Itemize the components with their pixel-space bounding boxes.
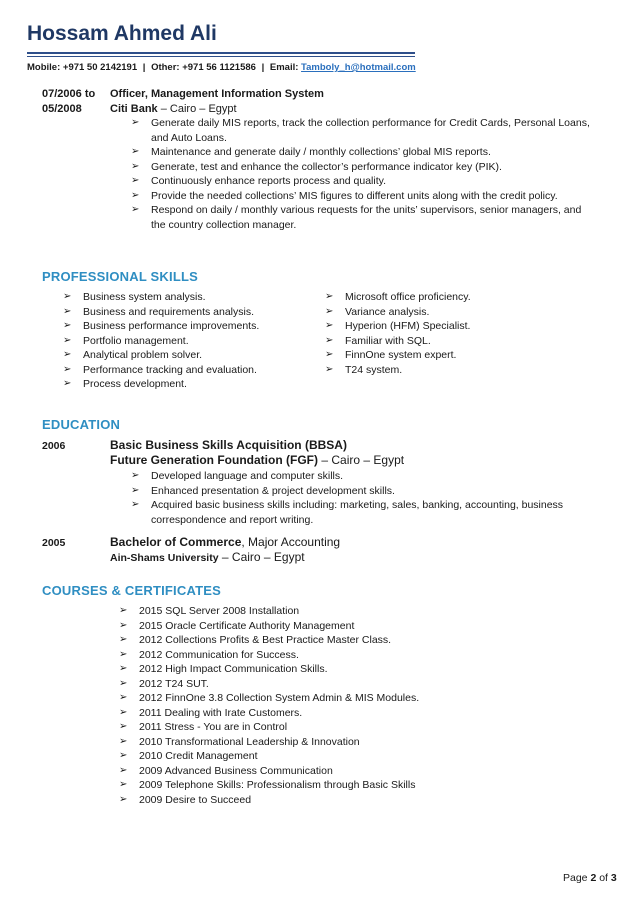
list-item [117,735,577,750]
list-item-text: Provide the needed collections’ MIS figures to different units along with the credit policy. [151,189,558,202]
list-item [323,319,583,334]
skills-heading: PROFESSIONAL SKILLS [42,269,198,284]
list-item [117,764,577,779]
education-location: – Cairo – Egypt [221,550,305,564]
education-institution-line [110,550,610,566]
education-institution: Future Generation Foundation [110,453,283,467]
job-date-from: 07/2006 to [42,88,96,100]
arrow-bullet-icon: ➢ [131,499,140,510]
job-location: – Cairo – Egypt [160,102,237,115]
list-item [117,619,577,634]
list-item-text: Hyperion (HFM) Specialist. [345,320,471,332]
arrow-bullet-icon: ➢ [119,692,128,703]
list-item-text: Familiar with SQL. [345,334,431,347]
list-item [61,348,321,363]
arrow-bullet-icon: ➢ [131,160,140,172]
list-item-text: Performance tracking and evaluation. [83,363,257,376]
list-item-text: Business performance improvements. [83,320,260,332]
courses-heading: COURSES & CERTIFICATES [42,583,221,598]
email-link[interactable]: Tamboly_h@hotmail.com [301,62,416,73]
list-item [129,484,610,499]
list-item-text: Maintenance and generate daily / monthly collections’ global MIS reports. [151,146,491,158]
arrow-bullet-icon: ➢ [325,363,334,375]
arrow-bullet-icon: ➢ [131,146,140,157]
list-item-text: FinnOne system expert. [345,349,457,361]
arrow-bullet-icon: ➢ [63,363,72,375]
list-item [117,662,577,677]
list-item [323,348,583,363]
arrow-bullet-icon: ➢ [119,634,128,645]
mobile-number: +971 50 2142191 [62,62,138,73]
list-item [61,334,321,349]
arrow-bullet-icon: ➢ [119,793,128,805]
education-degree-line [110,535,610,550]
arrow-bullet-icon: ➢ [119,677,128,689]
header-rule-thin [27,56,415,57]
page-current: 2 [590,872,597,884]
list-item [129,160,590,175]
list-item-text: Business and requirements analysis. [83,305,255,318]
page-total: 3 [610,872,617,884]
list-item [323,305,583,320]
page-word: Page [563,872,588,884]
list-item-text: 2010 Transformational Leadership & Innovation [139,735,360,748]
list-item-text: T24 system. [345,363,403,376]
list-item-text: Business system analysis. [83,291,206,303]
list-item [117,633,577,648]
candidate-name: Hossam Ahmed Ali [27,22,217,45]
education-heading: EDUCATION [42,417,121,432]
arrow-bullet-icon: ➢ [63,291,72,302]
list-item [117,691,577,706]
list-item-text: Acquired basic business skills including: marketing, sales, banking, accounting, business correspondence and report writing. [151,499,564,526]
list-item [323,290,583,305]
arrow-bullet-icon: ➢ [119,750,128,761]
list-item-text: Process development. [83,378,187,390]
list-item [117,778,577,793]
education-degree-extra: , Major Accounting [241,535,341,549]
job-company-line [110,102,590,117]
arrow-bullet-icon: ➢ [119,663,128,674]
list-item-text: 2015 Oracle Certificate Authority Management [139,619,355,632]
education-body [110,535,610,566]
list-item-text: Microsoft office proficiency. [345,291,471,303]
education-institution-abbr: (FGF) [286,453,319,467]
list-item-text: 2009 Desire to Succeed [139,793,252,806]
arrow-bullet-icon: ➢ [119,605,128,616]
education-institution: Ain-Shams University [110,552,219,564]
list-item-text: Generate daily MIS reports, track the collection performance for Credit Cards, Personal Loans, and Auto Loans. [151,117,590,144]
education-degree: Basic Business Skills Acquisition [110,438,302,452]
email-label: Email: [269,62,299,73]
education-year: 2006 [42,440,66,452]
list-item-text: 2012 FinnOne 3.8 Collection System Admin & MIS Modules. [139,692,420,704]
list-item-text: 2009 Telephone Skills: Professionalism through Basic Skills [139,779,416,791]
education-location: – Cairo – Egypt [321,453,405,467]
separator: | [142,62,146,73]
education-degree-line [110,438,610,453]
job-dates [42,87,107,117]
skills-list-right [323,290,583,377]
arrow-bullet-icon: ➢ [119,764,128,776]
arrow-bullet-icon: ➢ [131,189,140,201]
list-item [117,720,577,735]
arrow-bullet-icon: ➢ [63,320,72,331]
list-item-text: 2011 Stress - You are in Control [139,721,288,733]
mobile-label: Mobile: [27,62,61,73]
list-item-text: Generate, test and enhance the collector’s performance indicator key (PIK). [151,160,502,173]
list-item [61,290,321,305]
arrow-bullet-icon: ➢ [63,305,72,317]
arrow-bullet-icon: ➢ [119,706,128,718]
arrow-bullet-icon: ➢ [325,291,334,302]
list-item [117,706,577,721]
courses-list [117,604,577,807]
skills-list-left [61,290,321,392]
education-degree-abbr: (BBSA) [304,438,347,452]
page-of: of [599,872,608,884]
list-item-text: Respond on daily / monthly various requests for the units’ supervisors, senior managers, and the country collection manager. [151,204,582,231]
education-bullet-list [129,469,610,527]
list-item [117,648,577,663]
other-number: +971 56 1121586 [182,62,256,73]
arrow-bullet-icon: ➢ [325,349,334,360]
list-item [61,305,321,320]
list-item [61,363,321,378]
header-rule-thick [27,52,415,54]
job-title: Officer, Management Information System [110,88,324,100]
arrow-bullet-icon: ➢ [119,619,128,631]
list-item-text: Analytical problem solver. [83,349,203,361]
separator: | [261,62,265,73]
arrow-bullet-icon: ➢ [119,721,128,732]
arrow-bullet-icon: ➢ [131,117,140,128]
arrow-bullet-icon: ➢ [325,305,334,317]
arrow-bullet-icon: ➢ [325,320,334,331]
arrow-bullet-icon: ➢ [119,779,128,790]
list-item-text: Developed language and computer skills. [151,470,344,482]
list-item [61,319,321,334]
list-item [129,498,610,527]
list-item [129,203,590,232]
arrow-bullet-icon: ➢ [325,334,334,346]
list-item-text: 2012 T24 SUT. [139,677,209,690]
list-item-text: 2012 Collections Profits & Best Practice Master Class. [139,634,392,646]
contact-line [27,62,416,73]
education-year: 2005 [42,537,66,549]
arrow-bullet-icon: ➢ [63,349,72,360]
list-item-text: Variance analysis. [345,305,430,318]
list-item [117,749,577,764]
list-item-text: 2012 Communication for Success. [139,648,299,661]
arrow-bullet-icon: ➢ [63,334,72,346]
list-item [117,793,577,808]
arrow-bullet-icon: ➢ [131,484,140,496]
job-body [110,87,590,232]
arrow-bullet-icon: ➢ [131,204,140,215]
job-date-to: 05/2008 [42,103,82,115]
list-item [129,116,590,145]
list-item [61,377,321,392]
list-item-text: Portfolio management. [83,334,189,347]
education-institution-line [110,453,610,468]
job-bullet-list [129,116,590,232]
arrow-bullet-icon: ➢ [131,470,140,481]
list-item [117,677,577,692]
education-degree: Bachelor of Commerce [110,535,242,549]
list-item [323,334,583,349]
list-item [129,145,590,160]
page-number [563,872,617,884]
list-item [117,604,577,619]
list-item-text: Enhanced presentation & project development skills. [151,484,395,497]
arrow-bullet-icon: ➢ [119,735,128,747]
list-item [323,363,583,378]
list-item-text: 2009 Advanced Business Communication [139,764,333,777]
job-company: Citi Bank [110,102,158,115]
other-label: Other: [151,62,180,73]
list-item-text: 2012 High Impact Communication Skills. [139,663,328,675]
list-item-text: 2011 Dealing with Irate Customers. [139,706,303,719]
list-item [129,469,610,484]
list-item [129,174,590,189]
arrow-bullet-icon: ➢ [119,648,128,660]
list-item-text: 2010 Credit Management [139,750,258,762]
arrow-bullet-icon: ➢ [63,378,72,389]
list-item-text: Continuously enhance reports process and quality. [151,175,387,187]
education-body [110,438,610,527]
list-item-text: 2015 SQL Server 2008 Installation [139,605,300,617]
list-item [129,189,590,204]
arrow-bullet-icon: ➢ [131,175,140,186]
